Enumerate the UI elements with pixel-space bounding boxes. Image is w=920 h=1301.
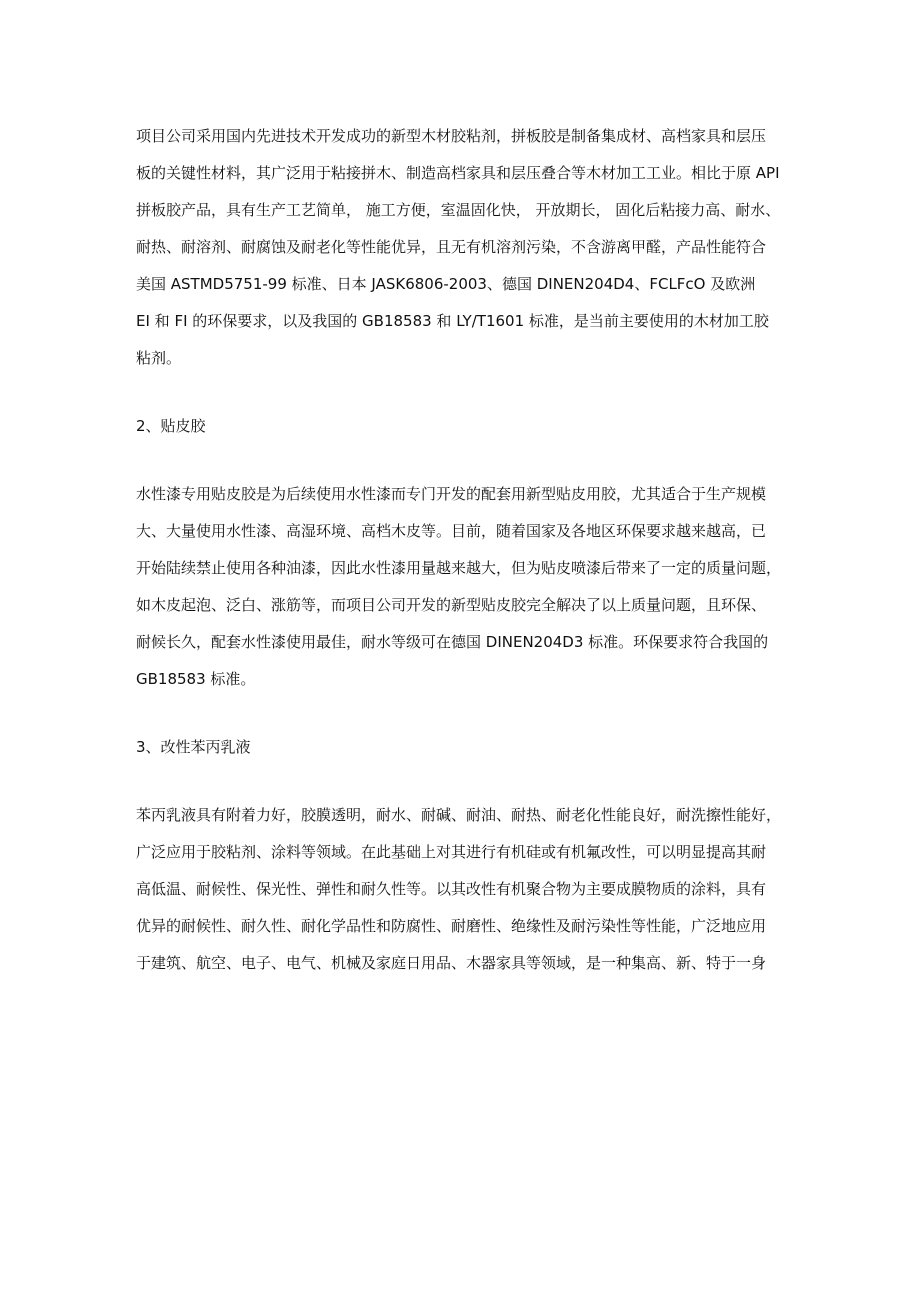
document-body [136, 118, 800, 982]
paragraph-line: 于建筑、航空、电子、电气、机械及家庭日用品、木器家具等领域，是一种集高、新、特于一身 [136, 954, 767, 972]
paragraph-line: 拼板胶产品，具有生产工艺简单， 施工方便，室温固化快， 开放期长， 固化后粘接力高、耐水、 [136, 201, 781, 219]
paragraph-line: EI 和 FI 的环保要求，以及我国的 GB18583 和 LY/T1601 标准，是当前主要使用的木材加工胶 [136, 312, 769, 330]
paragraph-line: 如木皮起泡、泛白、涨筋等，而项目公司开发的新型贴皮胶完全解决了以上质量问题，且环保、 [136, 596, 767, 614]
paragraph-2 [136, 476, 800, 698]
paragraph-3 [136, 797, 800, 982]
paragraph-line: 开始陆续禁止使用各种油漆，因此水性漆用量越来越大，但为贴皮喷漆后带来了一定的质量问题， [136, 559, 782, 577]
paragraph-line: 美国 ASTMD5751-99 标准、日本 JASK6806-2003、德国 DINEN204D4、FCLFcO 及欧洲 [136, 275, 756, 293]
spacer [136, 766, 800, 797]
paragraph-line: 高低温、耐候性、保光性、弹性和耐久性等。以其改性有机聚合物为主要成膜物质的涂料，具有 [136, 880, 767, 898]
paragraph-1 [136, 118, 800, 377]
paragraph-line: GB18583 标准。 [136, 670, 256, 688]
paragraph-line: 耐候长久，配套水性漆使用最佳，耐水等级可在德国 DINEN204D3 标准。环保要求符合我国的 [136, 633, 769, 651]
paragraph-line: 水性漆专用贴皮胶是为后续使用水性漆而专门开发的配套用新型贴皮用胶，尤其适合于生产规模 [136, 485, 767, 503]
paragraph-line: 项目公司采用国内先进技术开发成功的新型木材胶粘剂，拼板胶是制备集成材、高档家具和层压 [136, 127, 767, 145]
section-heading-3: 3、改性苯丙乳液 [136, 738, 251, 756]
paragraph-line: 耐热、耐溶剂、耐腐蚀及耐老化等性能优异，且无有机溶剂污染，不含游离甲醛，产品性能符合 [136, 238, 767, 256]
paragraph-line: 优异的耐候性、耐久性、耐化学品性和防腐性、耐磨性、绝缘性及耐污染性等性能，广泛地应用 [136, 917, 767, 935]
section-heading-2: 2、贴皮胶 [136, 417, 206, 435]
spacer [136, 698, 800, 729]
paragraph-line: 粘剂。 [136, 349, 182, 367]
paragraph-line: 苯丙乳液具有附着力好，胶膜透明，耐水、耐碱、耐油、耐热、耐老化性能良好，耐洗擦性能好， [136, 806, 782, 824]
paragraph-line: 板的关键性材料，其广泛用于粘接拼木、制造高档家具和层压叠合等木材加工工业。相比于原 API [136, 164, 780, 182]
paragraph-line: 广泛应用于胶粘剂、涂料等领域。在此基础上对其进行有机硅或有机氟改性，可以明显提高其耐 [136, 843, 767, 861]
paragraph-line: 大、大量使用水性漆、高湿环境、高档木皮等。目前，随着国家及各地区环保要求越来越高，已 [136, 522, 767, 540]
spacer [136, 445, 800, 476]
spacer [136, 377, 800, 408]
